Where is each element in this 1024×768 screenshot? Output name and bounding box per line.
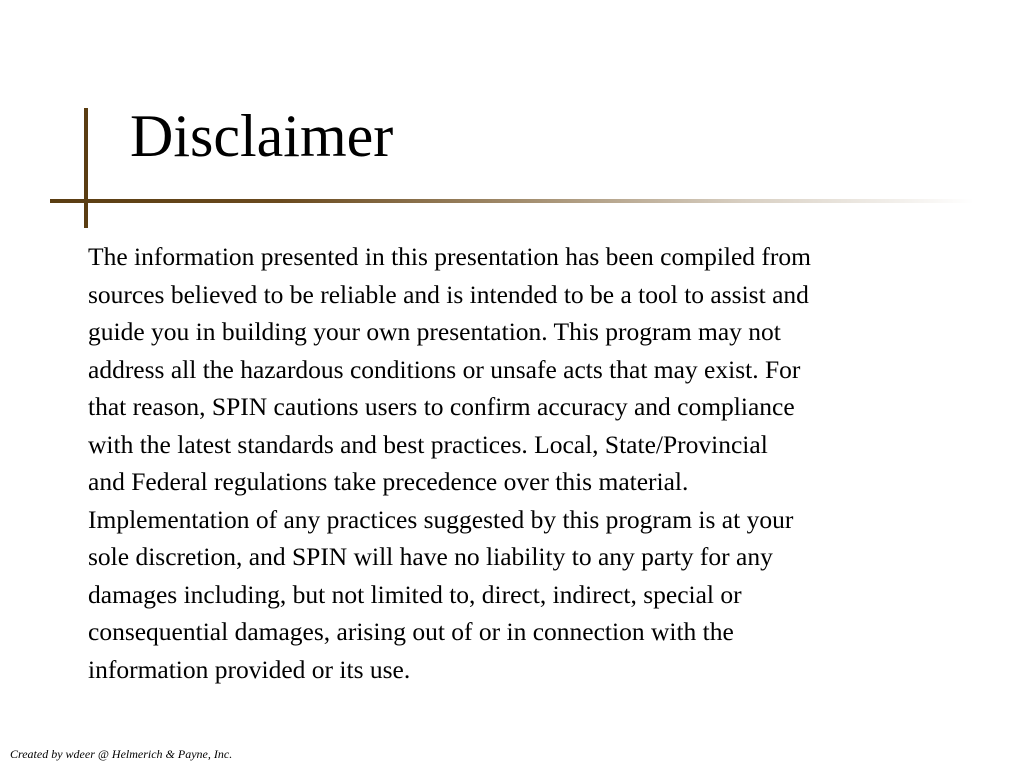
disclaimer-line: The information presented in this presentation has been compiled from (88, 242, 812, 271)
disclaimer-text (88, 238, 980, 688)
disclaimer-line: guide you in building your own presentation. This program may not (88, 317, 781, 346)
disclaimer-line: that reason, SPIN cautions users to confirm accuracy and compliance (88, 392, 795, 421)
disclaimer-line: sole discretion, and SPIN will have no liability to any party for any (88, 542, 773, 571)
disclaimer-line: damages including, but not limited to, direct, indirect, special or (88, 579, 742, 609)
slide-title: Disclaimer (130, 103, 394, 169)
footer-credit: Created by wdeer @ Helmerich & Payne, Inc. (10, 747, 233, 761)
vertical-accent-line (84, 108, 88, 228)
disclaimer-line: address all the hazardous conditions or unsafe acts that may exist. For (88, 354, 801, 384)
disclaimer-line: with the latest standards and best practices. Local, State/Provincial (88, 429, 768, 459)
disclaimer-line: consequential damages, arising out of or in connection with the (88, 617, 734, 646)
disclaimer-line: sources believed to be reliable and is intended to be a tool to assist and (88, 279, 809, 309)
horizontal-accent-line (50, 199, 974, 203)
disclaimer-line: Implementation of any practices suggested by this program is at your (88, 504, 794, 534)
disclaimer-line: and Federal regulations take precedence over this material. (88, 467, 689, 496)
disclaimer-line: information provided or its use. (88, 654, 411, 684)
